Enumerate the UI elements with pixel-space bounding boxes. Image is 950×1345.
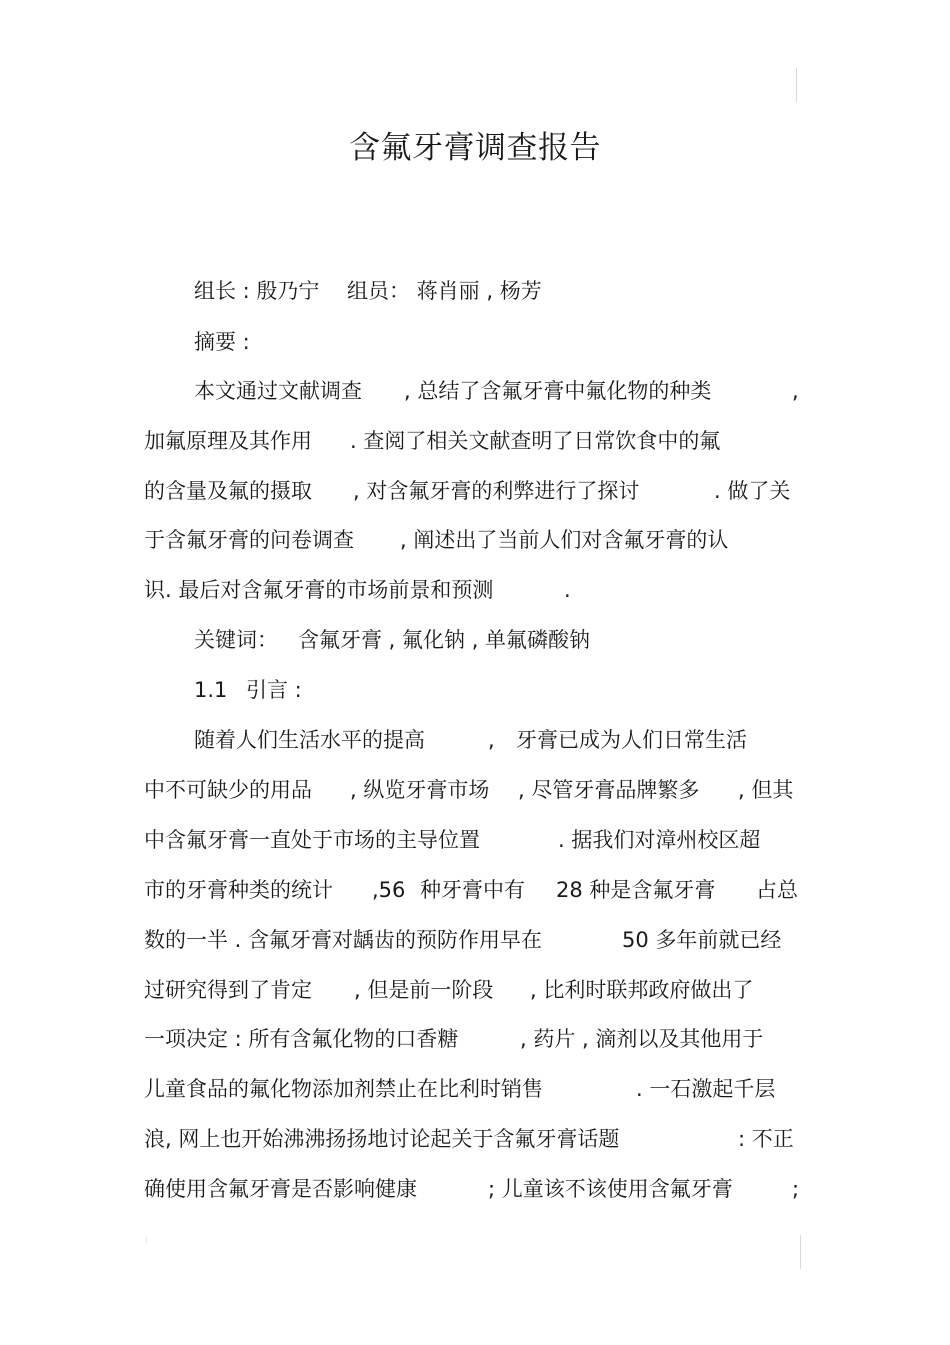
section-title: 引言 : [246, 678, 302, 702]
abstract-text: 本文通过文献调查 [194, 379, 362, 403]
abstract-text: , [792, 379, 799, 403]
keywords-line [194, 625, 804, 655]
body-line [144, 1074, 804, 1104]
team-members: 组员： 蒋肖丽 , 杨芳 [347, 279, 542, 303]
abstract-line [144, 575, 804, 605]
authors-line [194, 276, 804, 306]
section-number: 1.1 [194, 678, 228, 702]
body-text: 随着人们生活水平的提高 [194, 728, 425, 752]
body-text: ,56 [372, 878, 406, 902]
body-line [144, 875, 804, 905]
body-line [194, 725, 804, 755]
body-line [144, 775, 804, 805]
body-text: , 但是前一阶段 [354, 978, 494, 1002]
abstract-line [144, 426, 804, 456]
body-text: 过研究得到了肯定 [144, 978, 312, 1002]
body-text: , 纵览牙膏市场 [350, 778, 490, 802]
abstract-text: 识. 最后对含氟牙膏的市场前景和预测 [144, 578, 494, 602]
team-leader: 组长 : 殷乃宁 [194, 279, 320, 303]
keywords-label: 关键词： [194, 628, 278, 652]
body-text: 数的一半 . 含氟牙膏对龋齿的预防作用早在 [144, 928, 543, 952]
margin-mark-top [796, 68, 797, 102]
body-text: 儿童食品的氟化物添加剂禁止在比利时销售 [144, 1077, 543, 1101]
body-text: 浪, 网上也开始沸沸扬扬地讨论起关于含氟牙膏话题 [144, 1127, 620, 1151]
body-text: 牙膏已成为人们日常生活 [516, 728, 747, 752]
body-text: , 尽管牙膏品牌繁多 [518, 778, 700, 802]
body-text: 50 多年前就已经 [622, 928, 782, 952]
body-line [144, 1174, 804, 1204]
body-line [144, 1124, 804, 1154]
body-text: , 但其 [738, 778, 794, 802]
abstract-text: 加氟原理及其作用 [144, 429, 312, 453]
abstract-line [144, 525, 804, 555]
body-text: 一项决定 : 所有含氟化物的口香糖 [144, 1027, 459, 1051]
abstract-text: , 对含氟牙膏的利弊进行了探讨 [353, 479, 640, 503]
body-text: : 不正 [738, 1127, 794, 1151]
abstract-line [144, 476, 804, 506]
margin-mark-bottom [800, 1235, 801, 1269]
body-text: . 一石激起千层 [636, 1077, 776, 1101]
abstract-text: 的含量及氟的摄取 [144, 479, 312, 503]
abstract-text: 于含氟牙膏的问卷调查 [144, 528, 354, 552]
abstract-line [194, 376, 804, 406]
body-text: 市的牙膏种类的统计 [144, 878, 333, 902]
body-line [144, 825, 804, 855]
body-text: ; 儿童该不该使用含氟牙膏 [488, 1177, 733, 1201]
section-heading [194, 675, 804, 705]
abstract-text: . 做了关 [714, 479, 791, 503]
margin-mark-left [146, 1237, 147, 1243]
abstract-text: , 阐述出了当前人们对含氟牙膏的认 [400, 528, 729, 552]
body-text: , 比利时联邦政府做出了 [530, 978, 754, 1002]
body-text: , [488, 728, 495, 752]
abstract-text: . [564, 578, 571, 602]
abstract-heading-text: 摘要 : [194, 330, 250, 354]
document-title: 含氟牙膏调查报告 [349, 130, 601, 166]
body-text: 种牙膏中有 [420, 878, 525, 902]
body-text: . 据我们对漳州校区超 [558, 828, 761, 852]
abstract-text: , 总结了含氟牙膏中氟化物的种类 [404, 379, 712, 403]
body-text: 占总 [756, 878, 798, 902]
body-text: , 药片 , 滴剂以及其他用于 [520, 1027, 764, 1051]
body-line [144, 1024, 804, 1054]
keywords-value: 含氟牙膏 , 氟化钠 , 单氟磷酸钠 [298, 628, 591, 652]
body-line [144, 925, 804, 955]
body-text: ; [792, 1177, 800, 1201]
body-text: 中不可缺少的用品 [144, 778, 312, 802]
abstract-heading [194, 327, 804, 357]
abstract-text: . 查阅了相关文献查明了日常饮食中的氟 [350, 429, 721, 453]
body-line [144, 975, 804, 1005]
body-text: 中含氟牙膏一直处于市场的主导位置 [144, 828, 480, 852]
body-text: 确使用含氟牙膏是否影响健康 [144, 1177, 417, 1201]
body-text: 28 种是含氟牙膏 [556, 878, 716, 902]
